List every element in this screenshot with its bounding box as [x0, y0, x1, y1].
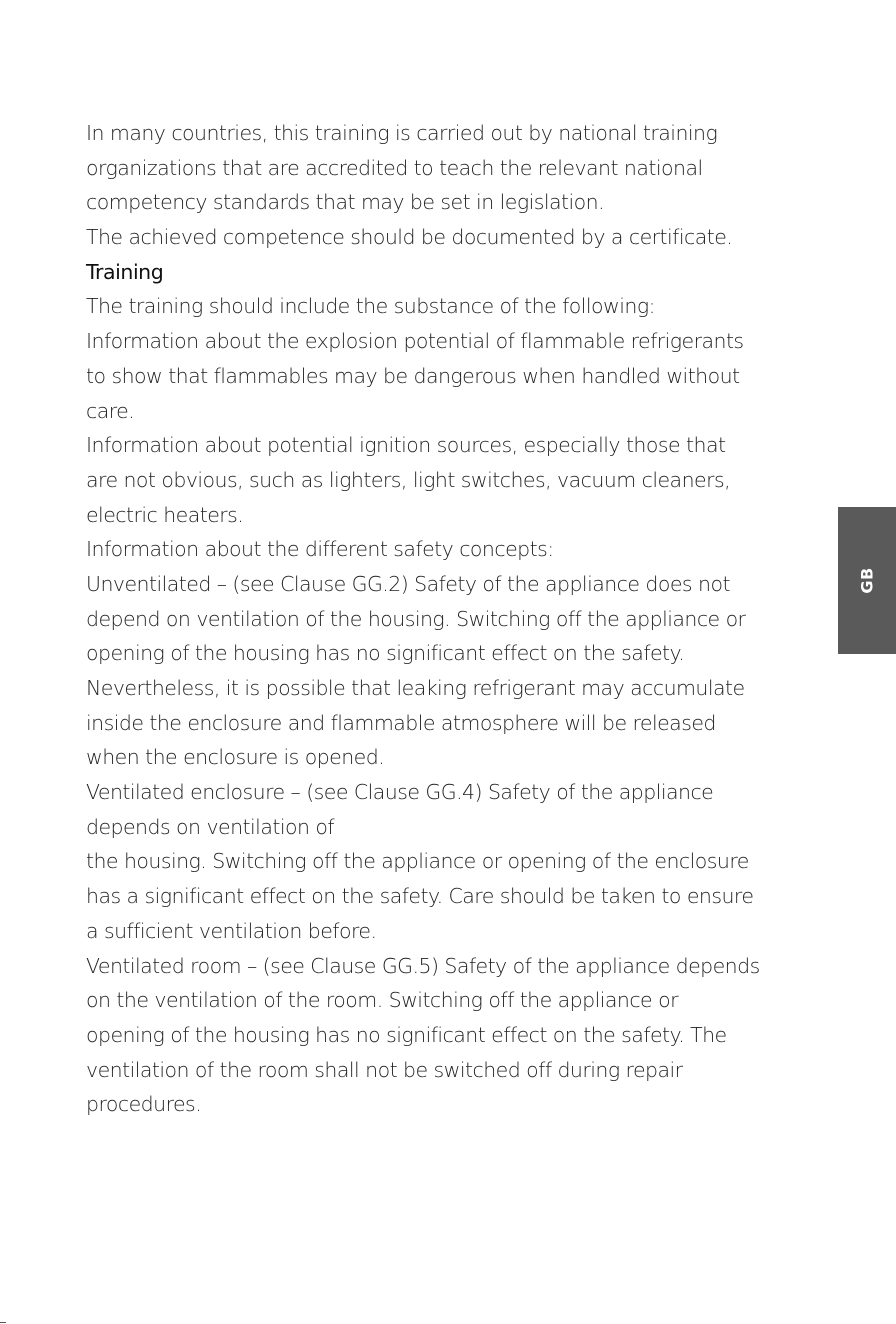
- body-line: the housing. Switching off the appliance or opening of the enclosure: [86, 849, 749, 874]
- body-line: care.: [86, 398, 135, 423]
- crop-mark: [0, 1322, 6, 1323]
- body-line: depend on ventilation of the housing. Switching off the appliance or: [86, 606, 746, 631]
- body-line: Ventilated room – (see Clause GG.5) Safety of the appliance depends: [86, 953, 760, 978]
- language-tab: [838, 507, 896, 654]
- language-tab-label: GB: [857, 567, 877, 594]
- body-line: to show that flammables may be dangerous when handled without: [86, 363, 740, 388]
- section-heading-training: Training: [86, 259, 164, 284]
- body-line: competency standards that may be set in legislation.: [86, 190, 605, 215]
- body-line: ventilation of the room shall not be switched off during repair: [86, 1057, 683, 1082]
- body-line: are not obvious, such as lighters, light switches, vacuum cleaners,: [86, 467, 731, 492]
- body-line: Nevertheless, it is possible that leaking refrigerant may accumulate: [86, 676, 745, 700]
- body-line: In many countries, this training is carried out by national training: [86, 121, 718, 145]
- body-line: opening of the housing has no significant effect on the safety. The: [86, 1022, 727, 1047]
- body-line: procedures.: [86, 1092, 202, 1117]
- body-line: a sufficient ventilation before.: [86, 918, 377, 943]
- body-line: opening of the housing has no significant effect on the safety.: [86, 641, 685, 666]
- body-line: electric heaters.: [86, 502, 244, 527]
- body-line: on the ventilation of the room. Switching off the appliance or: [86, 988, 678, 1013]
- body-line: The training should include the substance of the following:: [86, 294, 655, 319]
- body-line: Ventilated enclosure – (see Clause GG.4) Safety of the appliance: [86, 780, 714, 805]
- body-line: The achieved competence should be documented by a certificate.: [86, 225, 733, 250]
- body-line: has a significant effect on the safety. Care should be taken to ensure: [86, 884, 754, 909]
- body-line: organizations that are accredited to teach the relevant national: [86, 155, 703, 180]
- body-line: Information about potential ignition sources, especially those that: [86, 433, 726, 458]
- body-line: inside the enclosure and flammable atmosphere will be released: [86, 710, 716, 735]
- body-line: when the enclosure is opened.: [86, 745, 385, 770]
- body-line: Information about the explosion potential of flammable refrigerants: [86, 329, 744, 354]
- body-line: Unventilated – (see Clause GG.2) Safety of the appliance does not: [86, 571, 730, 596]
- body-line: Information about the different safety concepts:: [86, 537, 554, 562]
- page-content: [86, 116, 846, 1122]
- body-line: depends on ventilation of: [86, 814, 335, 839]
